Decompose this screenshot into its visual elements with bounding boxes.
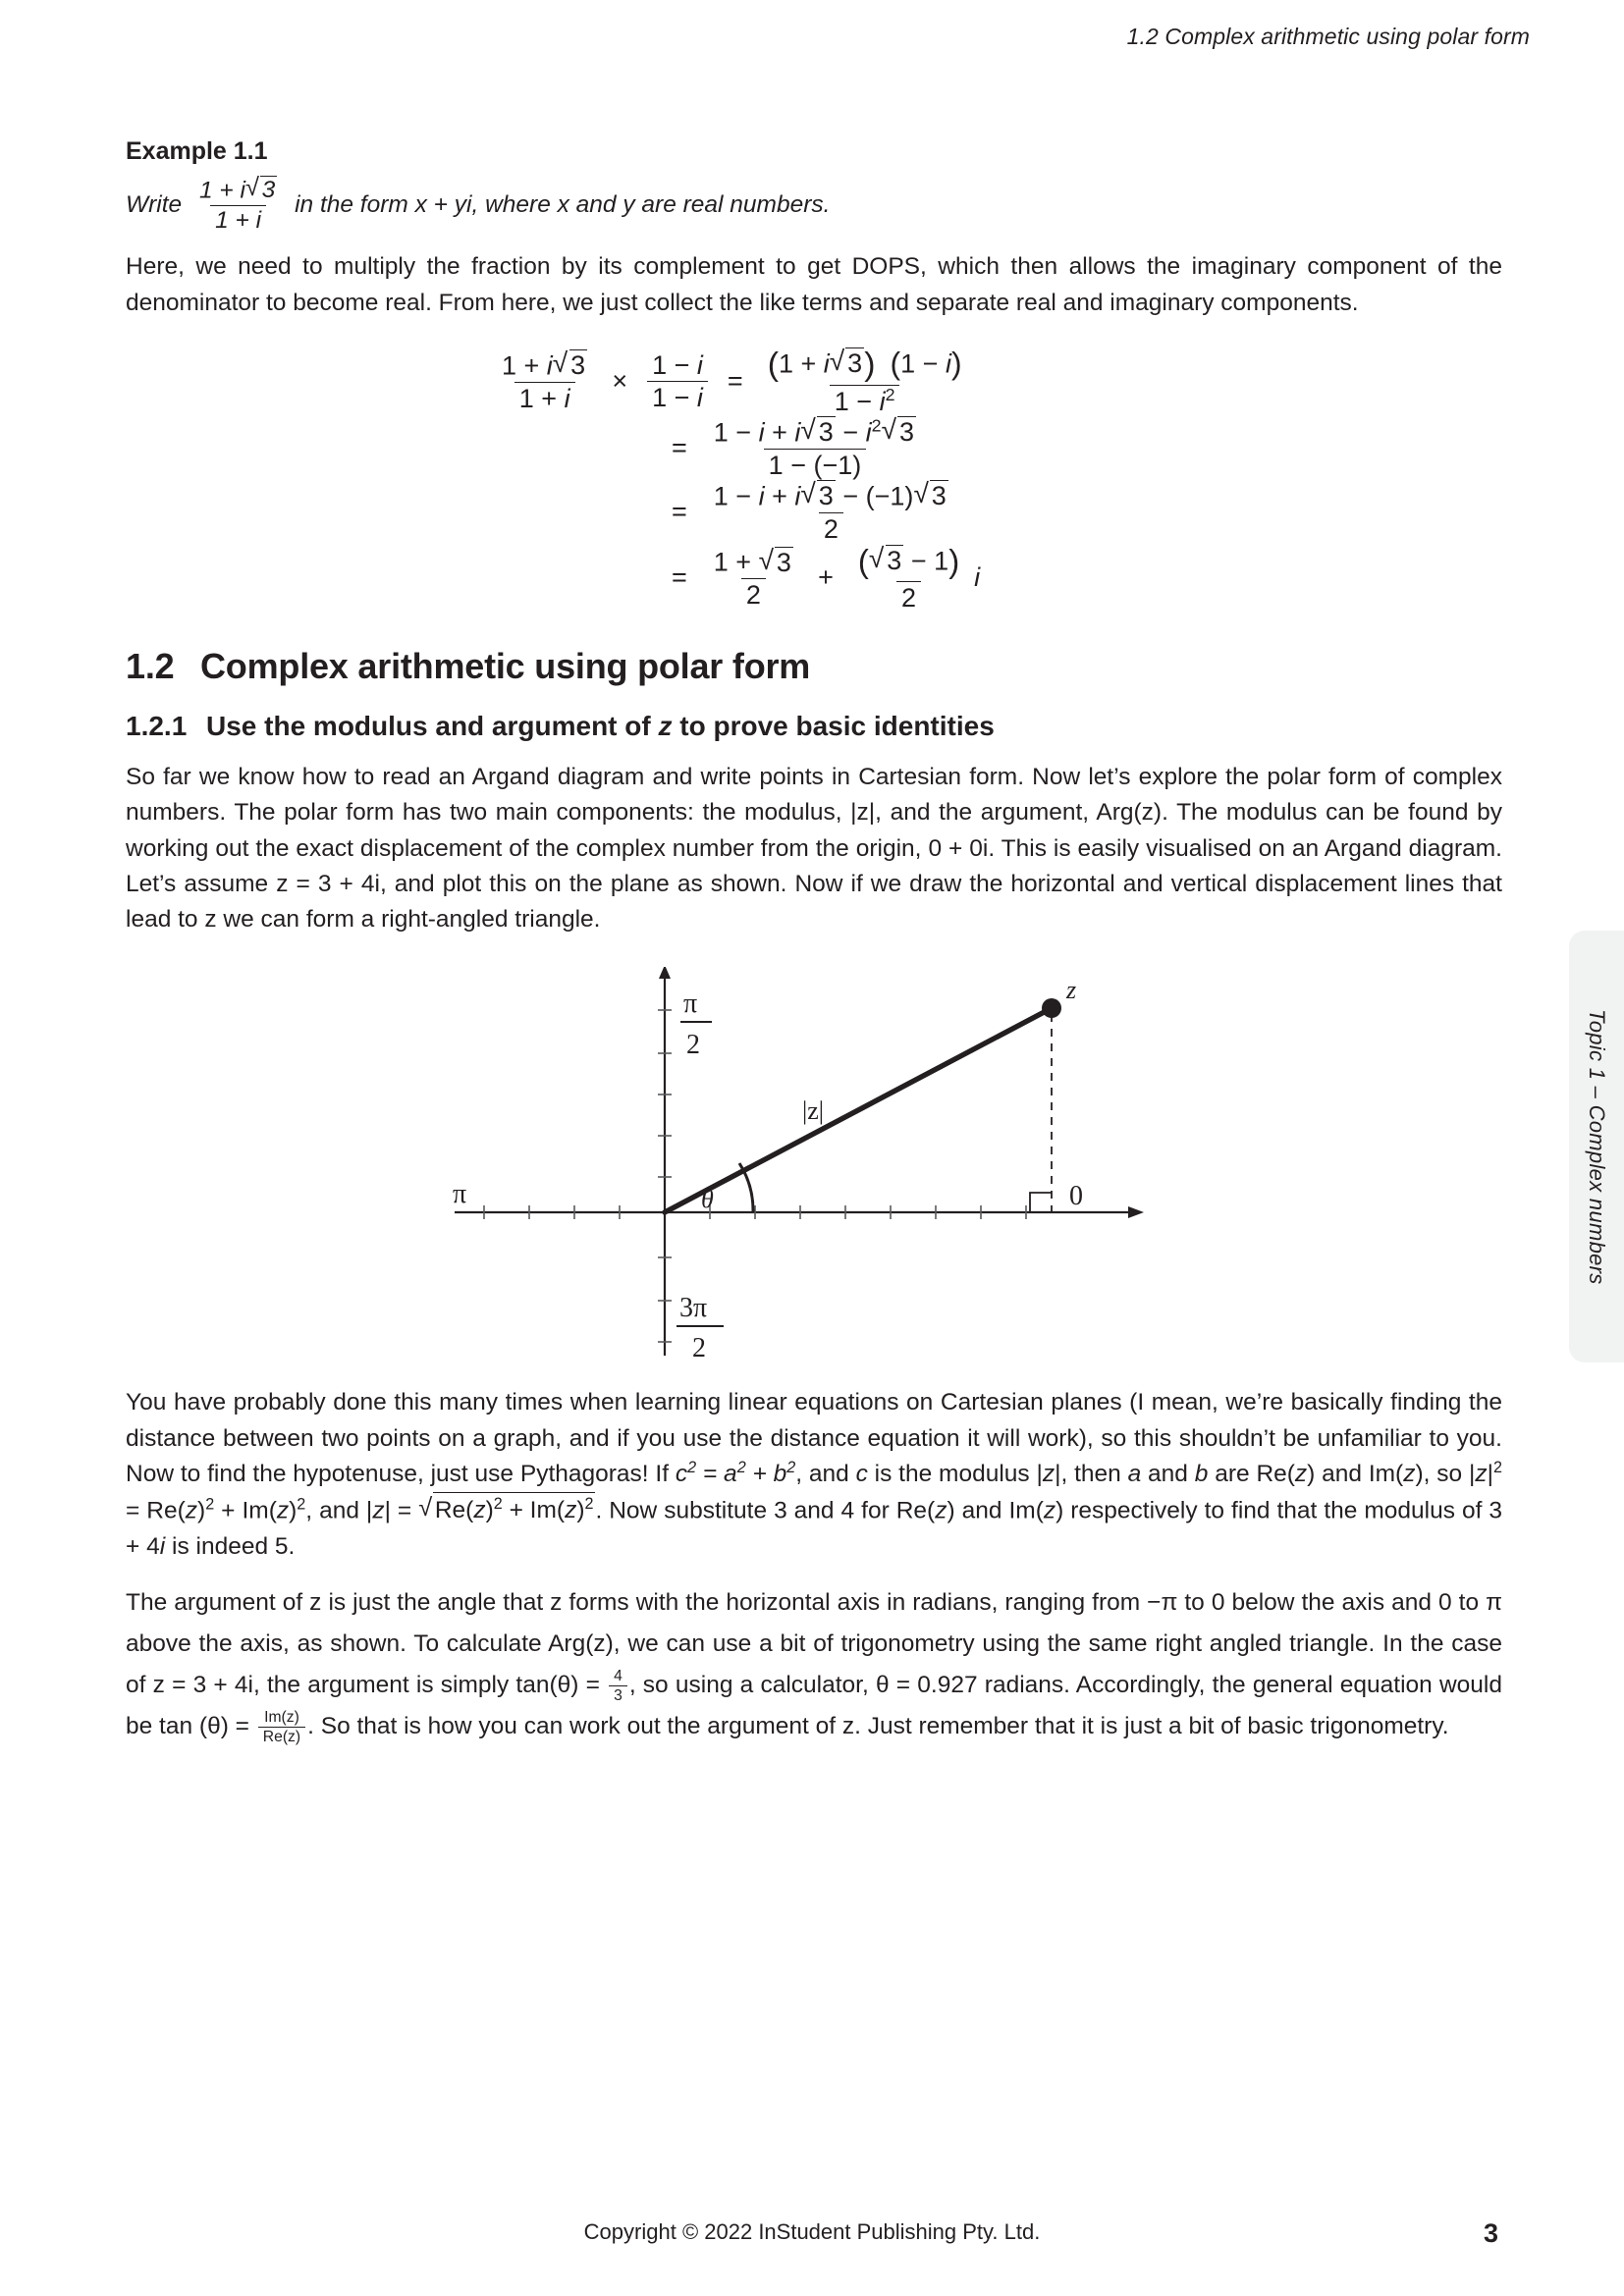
working-result-fraction: $\frac{(1 + i √ 3) (1 - i)}{1 - i^2}$ (763, 347, 967, 416)
working-line-3 (126, 480, 1502, 544)
imaginary-axis-arrow (659, 967, 671, 979)
running-header: 1.2 Complex arithmetic using polar form (1126, 24, 1530, 49)
multiply-sign: × (612, 365, 628, 396)
figure-axis-label-left: π (453, 1179, 467, 1210)
copyright-notice: Copyright © 2022 InStudent Publishing Pty. Ltd. (583, 2219, 1041, 2244)
section-heading (126, 646, 1502, 687)
example-intro-paragraph: Here, we need to multiply the fraction by its complement to get DOPS, which then allows the imaginary component of the denominator to become real. From here, we just collect the like terms and separate real and imaginary components. (126, 253, 1502, 316)
right-angle-marker (1030, 1193, 1052, 1212)
inline-fraction-im-re (258, 1709, 305, 1746)
fraction-denominator: 1 + i (210, 205, 266, 234)
figure-axis-label-bottom (677, 1293, 724, 1360)
subsection-heading (126, 711, 1502, 742)
figure-modulus-label: |z| (802, 1096, 824, 1126)
figure-point-label: z (1066, 976, 1077, 1005)
figure-axis-label-bottom-den: 2 (692, 1333, 706, 1361)
example-working (126, 347, 1502, 613)
figure-axis-label-top (680, 988, 712, 1060)
topic-side-tab (1569, 931, 1624, 1362)
body-paragraph-2: You have probably done this many times when learning linear equations on Cartesian planes (I mean, we’re basically finding the distance between two points on a graph, and if you use the distance equation it will work), so this shouldn’t be unfamiliar to you. Now to find the hypotenuse, just use Pythagoras! If $c^2 = a^2 + b^2$, and c is the modulus |z|, then a and b are Re(z) and Im(z), so $|z|^2 = Re(z)^2 + Im(z)^2$, and |z| = √ $Re(z)^2 + Im(z)^2$. Now substitute 3 and 4 for Re(z) and Im(z) respectively to find that the modulus of 3 + 4i is indeed 5. (126, 1385, 1502, 1565)
example-statement-tail: in the form x + yi, where x and y are real numbers. (295, 190, 831, 218)
working-line-2 (126, 416, 1502, 480)
equals-sign: = (727, 365, 743, 396)
fraction-numerator: 4 (614, 1667, 623, 1684)
equals-sign: = (672, 496, 687, 526)
inline-fraction-4-3 (609, 1668, 627, 1705)
figure-angle-label: θ (701, 1185, 714, 1214)
subsection-title-variable: z (658, 711, 673, 741)
body-paragraph-3-part3: . So that is how you can work out the argument of z. Just remember that it is just a bit of basic trigonometry. (307, 1713, 1449, 1740)
working-second-fraction: $\frac{1 - i}{1 - i}$ (647, 350, 708, 412)
section-title: Complex arithmetic using polar form (200, 646, 811, 686)
argand-diagram-svg (441, 967, 1187, 1360)
example-statement-fraction (194, 176, 282, 234)
figure-axis-label-top-num: π (683, 988, 698, 1020)
body-paragraph-2-part1: You have probably done this many times when learning linear equations on Cartesian planes (I mean, we’re basically finding the distance between two points on a graph, and if you use the distance equation it will work), so this shouldn’t be unfamiliar to you. Now to find the hypotenuse, just use Pythagoras! If (126, 1389, 1502, 1487)
example-title: Example 1.1 (126, 137, 268, 165)
section-number: 1.2 (126, 646, 175, 686)
fraction-numerator: Im(z) (264, 1708, 299, 1726)
working-line-1 (126, 347, 1502, 416)
example-statement (126, 176, 1502, 234)
page-footer (126, 2218, 1498, 2248)
plus-sign: + (818, 562, 834, 593)
page-number: 3 (1483, 2218, 1498, 2248)
example-statement-lead: Write (126, 190, 183, 218)
figure-axis-label-right: 0 (1069, 1181, 1083, 1212)
equals-sign: = (672, 432, 687, 462)
fraction-denominator: Re(z) (258, 1727, 305, 1746)
equals-sign: = (672, 562, 687, 593)
figure-axis-label-top-den: 2 (686, 1030, 700, 1061)
working-result-fraction-real: $\frac{1 + √ 3}{2}$ (709, 546, 798, 610)
figure-axis-label-bottom-num: 3π (679, 1293, 708, 1324)
working-result-fraction: $\frac{1 - i + i √ 3 - i^2 √ 3}{1 - (-1)}$ (709, 416, 921, 480)
body-paragraph-3-part1: The argument of z is just the angle that z forms with the horizontal axis in radians, ranging from −π to 0 below the axis and 0 to π above the axis, as shown. To calculate Arg(z), we can use a bit of trigonometry using the same right angled triangle. In the case of z = 3 + 4i, the argument is simply tan(θ) = (126, 1588, 1502, 1699)
working-result-fraction: $\frac{1 - i + i √ 3 - (-1) √ 3}{2}$ (709, 480, 953, 544)
modulus-vector (665, 1008, 1052, 1212)
inline-math-modulus-root: √ $Re(z)^2 + Im(z)^2$ (418, 1492, 595, 1529)
subsection-title-after: to prove basic identities (672, 711, 995, 741)
inline-math-c-squared: $c^2 = a^2 + b^2$ (675, 1458, 796, 1487)
topic-side-tab-label: Topic 1 – Complex numbers (1585, 1008, 1609, 1285)
page-content (126, 137, 1502, 1765)
fraction-denominator: 3 (609, 1685, 627, 1705)
subsection-title-before: Use the modulus and argument of (206, 711, 659, 741)
working-line-4 (126, 544, 1502, 613)
real-axis-arrow (1128, 1206, 1144, 1218)
body-paragraph-1: So far we know how to read an Argand diagram and write points in Cartesian form. Now let’s explore the polar form of complex numbers. The polar form has two main components: the modulus, |z|, and the argument, Arg(z). The modulus can be found by working out the exact displacement of the complex number from the origin, 0 + 0i. This is easily visualised on an Argand diagram. Let’s assume z = 3 + 4i, and plot this on the plane as shown. Now if we draw the horizontal and vertical displacement lines that lead to z we can form a right-angled triangle. (126, 764, 1502, 933)
working-left-fraction: $\frac{1 + i √ 3}{1 + i}$ (497, 349, 592, 413)
body-paragraph-3-part2: , so using a calculator, θ = 0.927 radians. Accordingly, the general equation would be tan (θ) = (126, 1672, 1502, 1740)
body-paragraph-3 (126, 1582, 1502, 1748)
axis-ticks (484, 1010, 1026, 1342)
argand-diagram-figure (126, 967, 1502, 1360)
working-result-fraction-imag: $\frac{( √ 3 - 1)}{2}$ (853, 544, 964, 613)
fraction-numerator: 1 + i √ 3 (194, 176, 282, 205)
subsection-number: 1.2.1 (126, 711, 188, 741)
imaginary-unit: i (974, 562, 981, 593)
